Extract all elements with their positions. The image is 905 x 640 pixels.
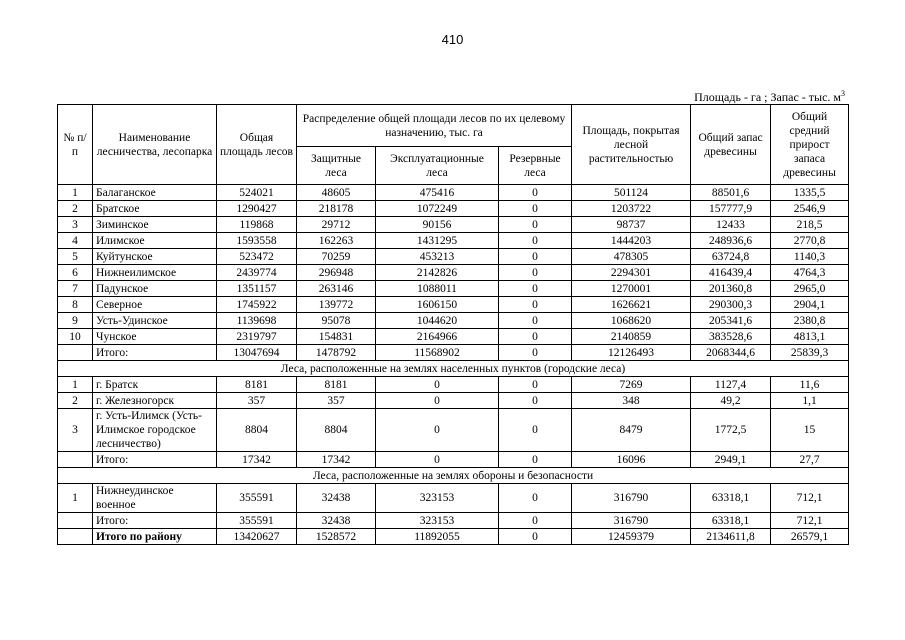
header-growth: Общий средний прирост запаса древесины xyxy=(771,105,849,185)
row-growth: 2965,0 xyxy=(771,281,849,297)
row-growth: 26579,1 xyxy=(771,529,849,545)
row-exploitation: 0 xyxy=(376,377,499,393)
row-name: Нижнеилимское xyxy=(93,265,217,281)
row-protective: 70259 xyxy=(297,249,376,265)
row-protective: 218178 xyxy=(297,201,376,217)
row-stock: 248936,6 xyxy=(691,233,771,249)
row-total-area: 1290427 xyxy=(217,201,297,217)
row-number xyxy=(58,452,93,468)
row-reserve: 0 xyxy=(499,329,572,345)
row-reserve: 0 xyxy=(499,233,572,249)
row-name: Илимское xyxy=(93,233,217,249)
table-row xyxy=(58,233,849,249)
header-exploitation: Эксплуатационные леса xyxy=(376,147,499,185)
row-growth: 2770,8 xyxy=(771,233,849,249)
row-name: Итого: xyxy=(93,345,217,361)
table-row xyxy=(58,265,849,281)
row-forested-area: 348 xyxy=(572,393,691,409)
row-reserve: 0 xyxy=(499,345,572,361)
row-reserve: 0 xyxy=(499,217,572,233)
row-total-area: 8181 xyxy=(217,377,297,393)
row-stock: 49,2 xyxy=(691,393,771,409)
row-total-area: 119868 xyxy=(217,217,297,233)
row-exploitation: 1431295 xyxy=(376,233,499,249)
table-row xyxy=(58,217,849,233)
row-total-area: 2319797 xyxy=(217,329,297,345)
row-exploitation: 1606150 xyxy=(376,297,499,313)
row-number: 3 xyxy=(58,217,93,233)
row-forested-area: 316790 xyxy=(572,484,691,513)
row-growth: 4764,3 xyxy=(771,265,849,281)
row-number xyxy=(58,529,93,545)
row-stock: 201360,8 xyxy=(691,281,771,297)
row-total-area: 1745922 xyxy=(217,297,297,313)
row-stock: 63318,1 xyxy=(691,513,771,529)
row-reserve: 0 xyxy=(499,484,572,513)
row-growth: 4813,1 xyxy=(771,329,849,345)
row-forested-area: 501124 xyxy=(572,185,691,201)
row-forested-area: 16096 xyxy=(572,452,691,468)
row-reserve: 0 xyxy=(499,201,572,217)
row-exploitation: 2142826 xyxy=(376,265,499,281)
row-name: Усть-Удинское xyxy=(93,313,217,329)
header-total-area: Общая площадь лесов xyxy=(217,105,297,185)
table-row xyxy=(58,393,849,409)
row-number: 1 xyxy=(58,484,93,513)
row-name: Братское xyxy=(93,201,217,217)
row-name: г. Железногорск xyxy=(93,393,217,409)
header-protective: Защитные леса xyxy=(297,147,376,185)
row-growth: 27,7 xyxy=(771,452,849,468)
section-title: Леса, расположенные на землях обороны и безопасности xyxy=(58,468,849,484)
row-growth: 2904,1 xyxy=(771,297,849,313)
row-name: Северное xyxy=(93,297,217,313)
table-row xyxy=(58,297,849,313)
header-forested-area: Площадь, покрытая лесной растительностью xyxy=(572,105,691,185)
row-growth: 15 xyxy=(771,409,849,452)
grand-total-row xyxy=(58,529,849,545)
row-exploitation: 2164966 xyxy=(376,329,499,345)
header-number: № п/п xyxy=(58,105,93,185)
row-protective: 48605 xyxy=(297,185,376,201)
row-name: Зиминское xyxy=(93,217,217,233)
row-protective: 32438 xyxy=(297,513,376,529)
row-growth: 218,5 xyxy=(771,217,849,233)
row-stock: 2068344,6 xyxy=(691,345,771,361)
row-name: г. Братск xyxy=(93,377,217,393)
row-number xyxy=(58,345,93,361)
row-protective: 32438 xyxy=(297,484,376,513)
row-number: 1 xyxy=(58,185,93,201)
row-name: Падунское xyxy=(93,281,217,297)
row-growth: 1,1 xyxy=(771,393,849,409)
row-total-area: 13047694 xyxy=(217,345,297,361)
row-growth: 712,1 xyxy=(771,484,849,513)
header-stock: Общий запас древесины xyxy=(691,105,771,185)
row-protective: 95078 xyxy=(297,313,376,329)
row-stock: 157777,9 xyxy=(691,201,771,217)
row-stock: 1127,4 xyxy=(691,377,771,393)
row-stock: 416439,4 xyxy=(691,265,771,281)
row-growth: 712,1 xyxy=(771,513,849,529)
row-reserve: 0 xyxy=(499,297,572,313)
row-total-area: 523472 xyxy=(217,249,297,265)
row-number: 9 xyxy=(58,313,93,329)
row-reserve: 0 xyxy=(499,409,572,452)
row-protective: 29712 xyxy=(297,217,376,233)
row-reserve: 0 xyxy=(499,249,572,265)
table-row xyxy=(58,329,849,345)
row-exploitation: 323153 xyxy=(376,513,499,529)
row-stock: 2134611,8 xyxy=(691,529,771,545)
row-growth: 11,6 xyxy=(771,377,849,393)
row-forested-area: 1444203 xyxy=(572,233,691,249)
table-row xyxy=(58,201,849,217)
row-protective: 1478792 xyxy=(297,345,376,361)
table-row xyxy=(58,484,849,513)
row-exploitation: 1044620 xyxy=(376,313,499,329)
row-protective: 17342 xyxy=(297,452,376,468)
row-protective: 8181 xyxy=(297,377,376,393)
row-stock: 2949,1 xyxy=(691,452,771,468)
row-name: г. Усть-Илимск (Усть-Илимское городское лесничество) xyxy=(93,409,217,452)
row-number: 10 xyxy=(58,329,93,345)
row-name: Итого по району xyxy=(93,529,217,545)
row-growth: 2380,8 xyxy=(771,313,849,329)
row-forested-area: 1203722 xyxy=(572,201,691,217)
row-forested-area: 1068620 xyxy=(572,313,691,329)
table-row xyxy=(58,281,849,297)
table-row xyxy=(58,185,849,201)
forest-distribution-table xyxy=(57,104,849,545)
row-growth: 2546,9 xyxy=(771,201,849,217)
subtotal-row xyxy=(58,345,849,361)
table-body xyxy=(58,185,849,545)
row-name: Балаганское xyxy=(93,185,217,201)
row-protective: 296948 xyxy=(297,265,376,281)
row-number: 2 xyxy=(58,393,93,409)
row-total-area: 2439774 xyxy=(217,265,297,281)
row-exploitation: 0 xyxy=(376,393,499,409)
row-stock: 88501,6 xyxy=(691,185,771,201)
row-exploitation: 11892055 xyxy=(376,529,499,545)
row-number: 2 xyxy=(58,201,93,217)
row-stock: 63318,1 xyxy=(691,484,771,513)
row-exploitation: 90156 xyxy=(376,217,499,233)
row-total-area: 355591 xyxy=(217,484,297,513)
row-reserve: 0 xyxy=(499,452,572,468)
section-header-row xyxy=(58,361,849,377)
row-forested-area: 1270001 xyxy=(572,281,691,297)
row-protective: 263146 xyxy=(297,281,376,297)
row-protective: 162263 xyxy=(297,233,376,249)
row-stock: 383528,6 xyxy=(691,329,771,345)
header-reserve: Резервные леса xyxy=(499,147,572,185)
row-reserve: 0 xyxy=(499,185,572,201)
row-total-area: 17342 xyxy=(217,452,297,468)
row-reserve: 0 xyxy=(499,281,572,297)
row-exploitation: 11568902 xyxy=(376,345,499,361)
table-row xyxy=(58,313,849,329)
row-number xyxy=(58,513,93,529)
row-exploitation: 1072249 xyxy=(376,201,499,217)
row-stock: 290300,3 xyxy=(691,297,771,313)
page-number: 410 xyxy=(441,32,464,47)
units-note-superscript: 3 xyxy=(841,89,845,98)
row-total-area: 1593558 xyxy=(217,233,297,249)
row-number: 1 xyxy=(58,377,93,393)
row-exploitation: 323153 xyxy=(376,484,499,513)
row-protective: 1528572 xyxy=(297,529,376,545)
table-row xyxy=(58,409,849,452)
row-total-area: 13420627 xyxy=(217,529,297,545)
row-total-area: 1139698 xyxy=(217,313,297,329)
row-forested-area: 478305 xyxy=(572,249,691,265)
row-forested-area: 98737 xyxy=(572,217,691,233)
row-reserve: 0 xyxy=(499,265,572,281)
row-protective: 357 xyxy=(297,393,376,409)
row-total-area: 8804 xyxy=(217,409,297,452)
row-stock: 63724,8 xyxy=(691,249,771,265)
header-distribution: Распределение общей площади лесов по их целевому назначению, тыс. га xyxy=(297,105,572,147)
row-protective: 139772 xyxy=(297,297,376,313)
subtotal-row xyxy=(58,513,849,529)
row-exploitation: 453213 xyxy=(376,249,499,265)
row-forested-area: 12459379 xyxy=(572,529,691,545)
header-name: Наименование лесничества, лесопарка xyxy=(93,105,217,185)
row-reserve: 0 xyxy=(499,313,572,329)
row-exploitation: 0 xyxy=(376,452,499,468)
row-reserve: 0 xyxy=(499,393,572,409)
row-number: 6 xyxy=(58,265,93,281)
row-protective: 154831 xyxy=(297,329,376,345)
row-forested-area: 12126493 xyxy=(572,345,691,361)
row-growth: 25839,3 xyxy=(771,345,849,361)
row-reserve: 0 xyxy=(499,513,572,529)
row-stock: 1772,5 xyxy=(691,409,771,452)
row-number: 4 xyxy=(58,233,93,249)
units-note-text: Площадь - га ; Запас - тыс. м xyxy=(694,90,841,104)
row-forested-area: 2140859 xyxy=(572,329,691,345)
table-row xyxy=(58,377,849,393)
row-name: Куйтунское xyxy=(93,249,217,265)
row-number: 8 xyxy=(58,297,93,313)
row-forested-area: 7269 xyxy=(572,377,691,393)
row-reserve: 0 xyxy=(499,529,572,545)
row-name: Чунское xyxy=(93,329,217,345)
row-protective: 8804 xyxy=(297,409,376,452)
row-forested-area: 2294301 xyxy=(572,265,691,281)
section-header-row xyxy=(58,468,849,484)
row-name: Итого: xyxy=(93,513,217,529)
table-row xyxy=(58,249,849,265)
row-number: 3 xyxy=(58,409,93,452)
row-name: Нижнеудинское военное xyxy=(93,484,217,513)
row-reserve: 0 xyxy=(499,377,572,393)
row-number: 5 xyxy=(58,249,93,265)
row-growth: 1335,5 xyxy=(771,185,849,201)
row-forested-area: 8479 xyxy=(572,409,691,452)
units-note xyxy=(694,89,845,105)
row-number: 7 xyxy=(58,281,93,297)
row-exploitation: 1088011 xyxy=(376,281,499,297)
row-stock: 205341,6 xyxy=(691,313,771,329)
row-exploitation: 0 xyxy=(376,409,499,452)
row-total-area: 1351157 xyxy=(217,281,297,297)
row-name: Итого: xyxy=(93,452,217,468)
row-growth: 1140,3 xyxy=(771,249,849,265)
row-stock: 12433 xyxy=(691,217,771,233)
row-exploitation: 475416 xyxy=(376,185,499,201)
row-forested-area: 1626621 xyxy=(572,297,691,313)
row-total-area: 524021 xyxy=(217,185,297,201)
subtotal-row xyxy=(58,452,849,468)
row-total-area: 355591 xyxy=(217,513,297,529)
row-forested-area: 316790 xyxy=(572,513,691,529)
row-total-area: 357 xyxy=(217,393,297,409)
section-title: Леса, расположенные на землях населенных пунктов (городские леса) xyxy=(58,361,849,377)
